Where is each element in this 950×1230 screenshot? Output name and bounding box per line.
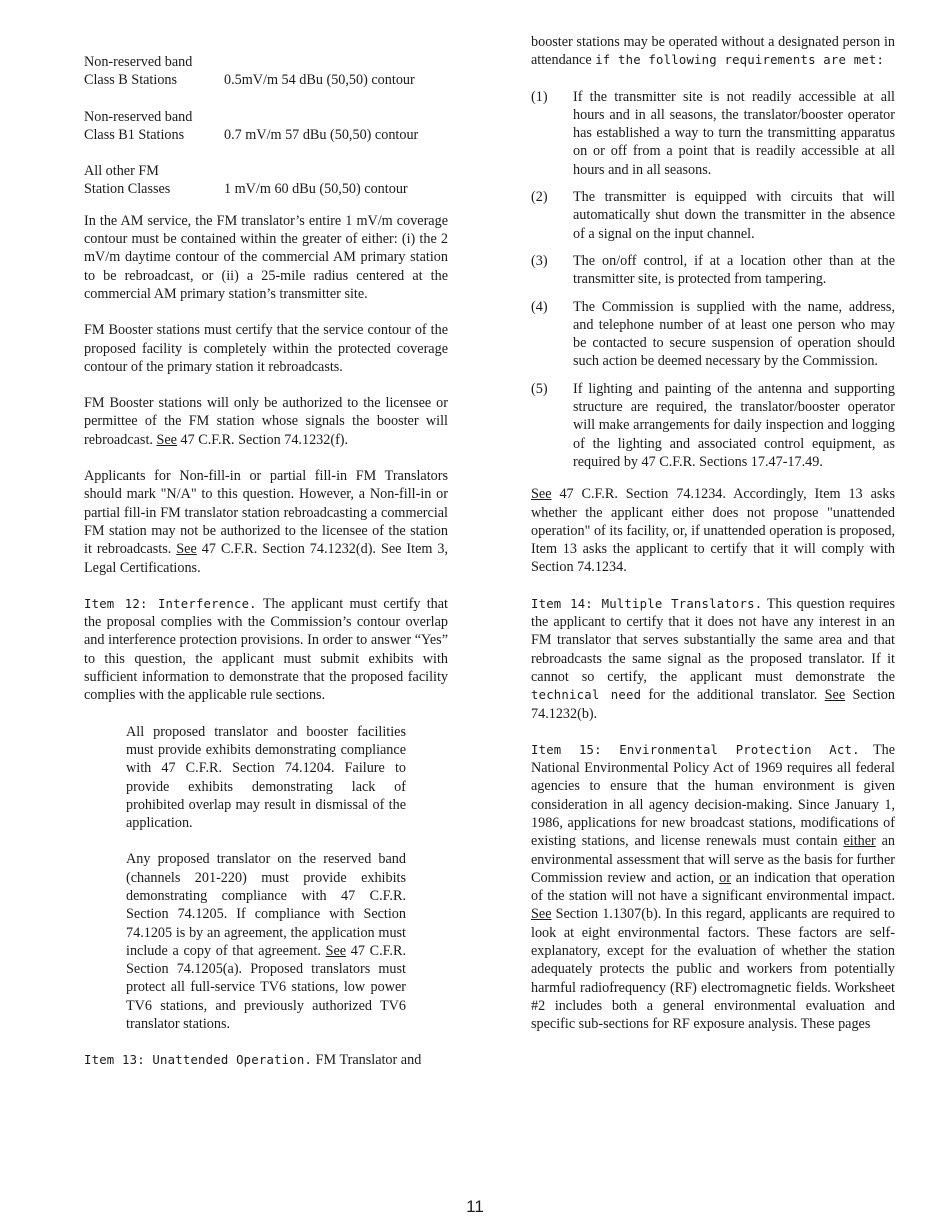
- see-reference: See: [176, 541, 197, 558]
- item-15-heading: Item 15: Environmental Protection Act.: [531, 742, 860, 757]
- list-item: (1) If the transmitter site is not readily accessible at all hours and in all seasons, the translator/booster operator has established a way to turn the transmitting apparatus on or off from a point that is readily accessible at all hours and in all seasons.: [531, 88, 895, 178]
- applicants-paragraph: Applicants for Non-fill-in or partial fill-in FM Translators should mark "N/A" to this question. However, a Non-fill-in or partial fill-in FM translator station rebroadcasting a commercial FM station may not be authorized to the licensee of the station it rebroadcasts. See 47 C.F.R. Section 74.1232(d). See Item 3, Legal Certifications.: [84, 468, 449, 576]
- see-reference: See: [325, 942, 347, 959]
- see-reference: See: [531, 486, 552, 503]
- item-13-paragraph: Item 13: Unattended Operation. FM Translator and: [84, 1052, 422, 1069]
- am-service-paragraph: In the AM service, the FM translator’s entire 1 mV/m coverage contour must be contained within the greater of either: (i) the 2 mV/m daytime contour of the commercial AM primary station to be rebroadcast, or (ii) a 25-mile radius centered at the commercial AM primary station’s transmitter site.: [84, 212, 448, 302]
- contour-row: All other FM Station Classes 1 mV/m 60 dBu (50,50) contour: [84, 163, 408, 198]
- item-13-continuation: booster stations may be operated without a designated person in attendance if the following requirements are met:: [531, 34, 895, 69]
- right-column: [531, 33, 895, 1034]
- see-reference: See: [824, 687, 846, 704]
- section-74-1234-paragraph: See 47 C.F.R. Section 74.1234. Accordingly, Item 13 asks whether the applicant either does not propose "unattended operation" of its facility, or, if unattended operation is proposed, Item 13 asks the applicant to certify that it will comply with Section 74.1234.: [531, 486, 896, 576]
- list-item: (5) If lighting and painting of the antenna and supporting structure are required, the translator/booster operator will make arrangements for daily inspection and logging of the lighting and associated control equipment, as required by 47 C.F.R. Sections 17.47-17.49.: [531, 380, 895, 470]
- item-14-heading: Item 14: Multiple Translators.: [531, 596, 763, 611]
- contour-row: Non-reserved band Class B Stations 0.5mV/m 54 dBu (50,50) contour: [84, 54, 415, 89]
- left-column: [84, 33, 448, 1070]
- indented-requirement-1: All proposed translator and booster facilities must provide exhibits demonstrating compliance with 47 C.F.R. Section 74.1204. Failure to provide exhibits demonstrating lack of prohibited overlap may result in dismissal of the application.: [126, 723, 406, 832]
- item-12-heading: Item 12: Interference.: [84, 596, 257, 611]
- page-number: 11: [466, 1197, 484, 1216]
- requirements-list: [531, 88, 895, 472]
- item-15-paragraph: Item 15: Environmental Protection Act. The National Environmental Policy Act of 1969 requires all federal agencies to ensure that the human environment is given consideration in all agency decision-making. Since January 1, 1986, applications for new broadcast stations, modifications of existing stations, and license renewals must contain either an environmental assessment that will serve as the basis for further Commission review and action, or an indication that operation of the station will not have a significant environmental impact. See Section 1.1307(b). In this regard, applicants are required to look at eight environmental factors. These factors are self-explanatory, except for the evaluation of whether the station adequately protects the public and workers from potentially harmful radiofrequency (RF) electromagnetic fields. Worksheet #2 includes both a general environmental evaluation and specific sub-sections for RF exposure analysis. These pages: [531, 741, 896, 1033]
- see-reference: See: [531, 906, 552, 923]
- list-item: (3) The on/off control, if at a location other than at the transmitter site, is protected from tampering.: [531, 252, 895, 288]
- booster-contour-paragraph: FM Booster stations must certify that the service contour of the proposed facility is completely within the protected coverage contour of the primary station it rebroadcasts.: [84, 322, 448, 375]
- see-reference: See: [156, 431, 177, 448]
- contour-table: [84, 53, 448, 199]
- contour-row: Non-reserved band Class B1 Stations 0.7 mV/m 57 dBu (50,50) contour: [84, 108, 419, 143]
- item-14-paragraph: Item 14: Multiple Translators. This question requires the applicant to certify that it does not have any interest in an FM translator that serves substantially the same area and that rebroadcasts the same signal as the proposed translator. If it cannot so certify, the applicant must demonstrate the technical need for the additional translator. See Section 74.1232(b).: [531, 595, 895, 722]
- list-item: (2) The transmitter is equipped with circuits that will automatically shut down the transmitter in the absence of a signal on the input channel.: [531, 189, 895, 242]
- item-13-heading: Item 13: Unattended Operation.: [84, 1053, 313, 1068]
- list-item: (4) The Commission is supplied with the name, address, and telephone number of at least one person who may be contacted to secure suspension of operation should such action be deemed necessary by the Commission.: [531, 298, 895, 370]
- item-12-paragraph: Item 12: Interference. The applicant must certify that the proposal complies with the Commission’s contour overlap and interference protection provisions. In order to answer “Yes” to this question, the applicant must submit exhibits with sufficient information to demonstrate that the proposed facility complies with the applicable rule sections.: [84, 595, 448, 704]
- booster-licensee-paragraph: FM Booster stations will only be authorized to the licensee or permittee of the FM station whose signals the booster will rebroadcast. See 47 C.F.R. Section 74.1232(f).: [84, 395, 448, 448]
- indented-requirement-2: Any proposed translator on the reserved band (channels 201-220) must provide exhibits demonstrating compliance with 47 C.F.R. Section 74.1205. If compliance with Section 74.1205 is by an agreement, the application must include a copy of that agreement. See 47 C.F.R. Section 74.1205(a). Proposed translators must protect all full-service TV6 stations, low power TV6 stations, and previously authorized TV6 translator stations.: [126, 851, 406, 1033]
